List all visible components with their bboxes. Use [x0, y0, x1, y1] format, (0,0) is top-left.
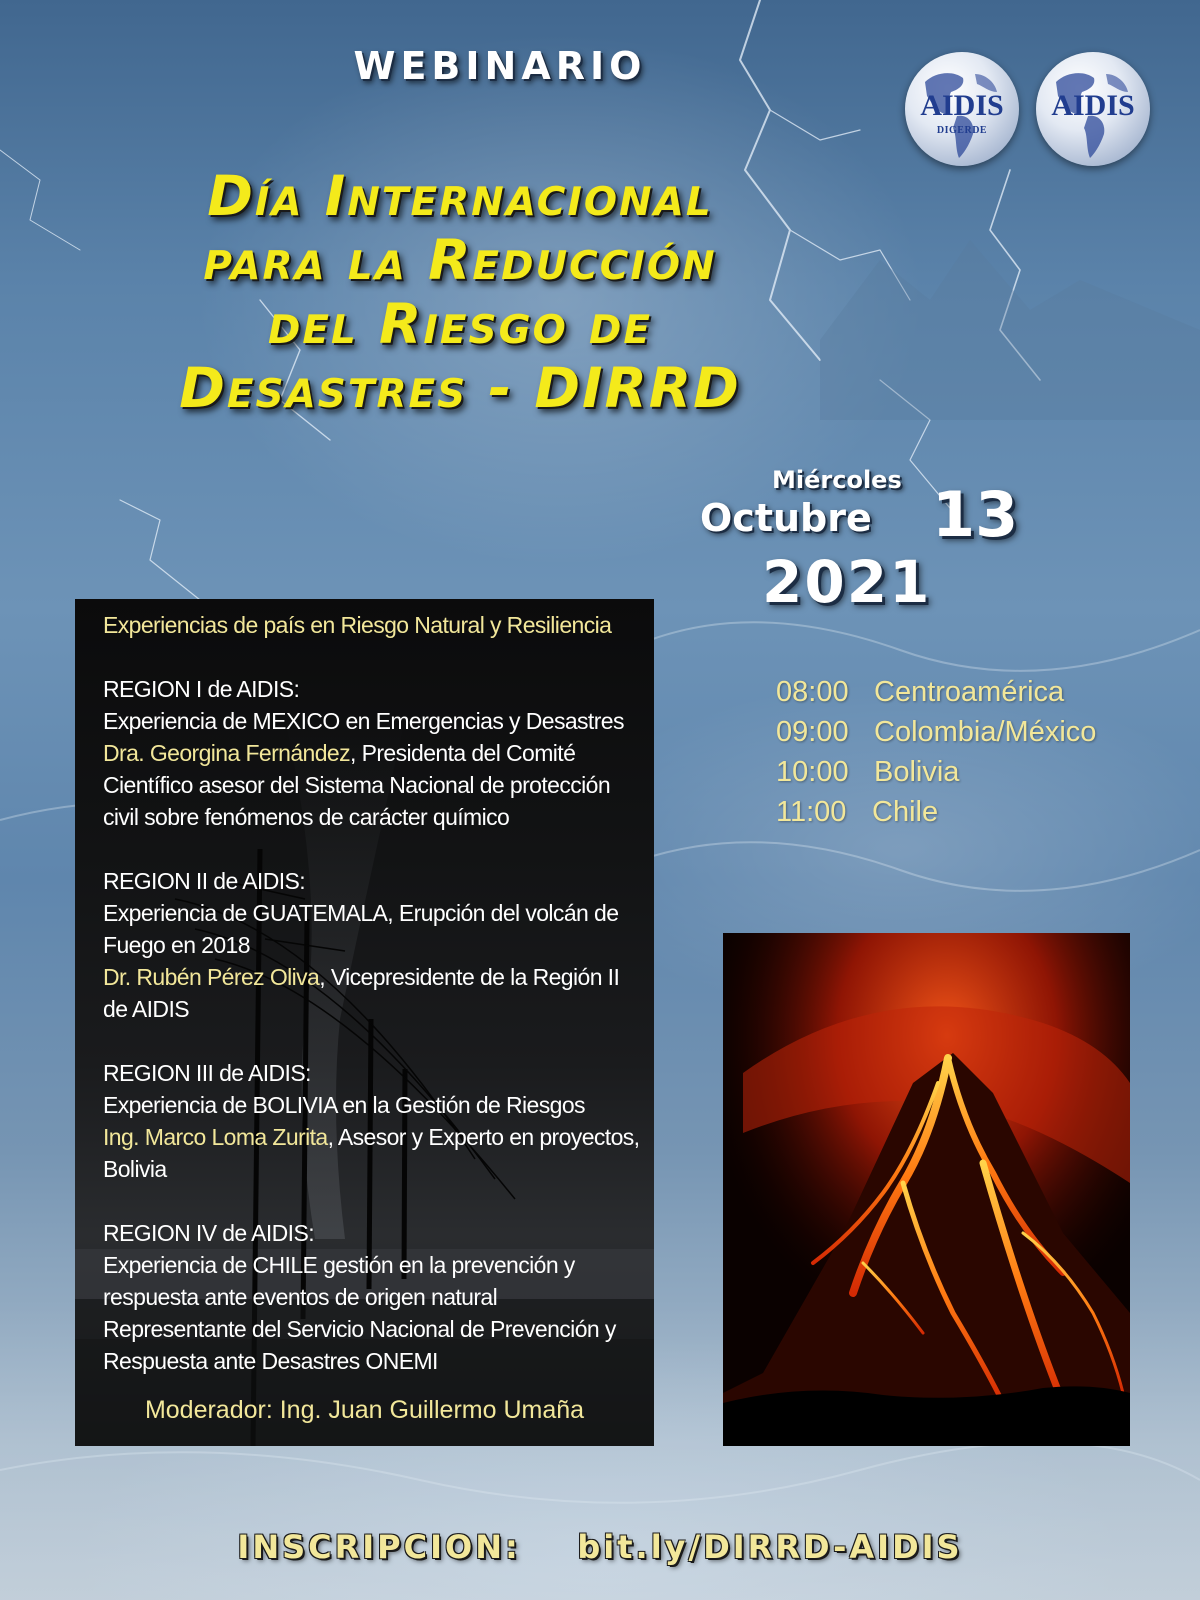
aidis-digerde-logo — [905, 52, 1019, 166]
logo-name: AIDIS — [1051, 89, 1135, 122]
registration-link[interactable]: INSCRIPCION: bit.ly/DIRRD-AIDIS — [237, 1528, 963, 1566]
region-topic: Experiencia de CHILE gestión en la prevención y respuesta ante eventos de origen natural — [103, 1252, 575, 1310]
program-text — [103, 609, 643, 1377]
speaker-name: Dr. Rubén Pérez Oliva — [103, 964, 320, 990]
speaker-name: Dra. Georgina Fernández — [103, 740, 351, 766]
date-month: Octubre — [700, 496, 872, 540]
webinar-label: WEBINARIO — [353, 44, 647, 88]
event-title — [140, 164, 780, 420]
speaker-info — [103, 737, 643, 833]
region-title: REGION I de AIDIS: — [103, 676, 300, 702]
region-topic: Experiencia de GUATEMALA, Erupción del volcán de Fuego en 2018 — [103, 900, 619, 958]
speaker-role: , Asesor y Experto en proyectos, Bolivia — [103, 1124, 640, 1182]
schedule-region: Chile — [872, 796, 939, 828]
volcano-icon — [723, 933, 1130, 1446]
schedule-time: 10:00 — [776, 756, 849, 788]
region-title: REGION II de AIDIS: — [103, 868, 306, 894]
title-line: para la Reducción — [203, 228, 717, 292]
date-year: 2021 — [762, 548, 932, 616]
program-heading: Experiencias de país en Riesgo Natural y Resiliencia — [103, 612, 612, 638]
schedule-time: 11:00 — [776, 796, 847, 828]
title-line: Día Internacional — [207, 164, 713, 228]
speaker-role: , Vicepresidente de la Región II de AIDIS — [103, 964, 620, 1022]
volcano-image — [723, 933, 1130, 1446]
speaker-info: Representante del Servicio Nacional de Prevención y Respuesta ante Desastres ONEMI — [103, 1316, 616, 1374]
speaker-info — [103, 961, 643, 1025]
schedule-time: 09:00 — [776, 716, 849, 748]
logo-name: AIDIS — [920, 89, 1004, 122]
region-topic: Experiencia de BOLIVIA en la Gestión de Riesgos — [103, 1092, 585, 1118]
date-day-number: 13 — [932, 478, 1019, 551]
logo-subtitle: DIGERDE — [936, 125, 988, 136]
schedule-region: Bolivia — [874, 756, 960, 788]
speaker-role: , Presidenta del Comité Científico asesor del Sistema Nacional de protección civil sobre fenómenos de carácter químico — [103, 740, 611, 830]
region-topic: Experiencia de MEXICO en Emergencias y Desastres — [103, 708, 624, 734]
title-line: del Riesgo de — [268, 292, 652, 356]
schedule-region: Centroamérica — [874, 676, 1065, 708]
region-title: REGION IV de AIDIS: — [103, 1220, 315, 1246]
moderator: Moderador: Ing. Juan Guillermo Umaña — [144, 1396, 585, 1424]
schedule-region: Colombia/México — [874, 716, 1097, 748]
program-panel — [75, 599, 654, 1446]
title-line: Desastres - DIRRD — [179, 356, 741, 420]
schedule-time: 08:00 — [776, 676, 849, 708]
region-title: REGION III de AIDIS: — [103, 1060, 311, 1086]
speaker-info — [103, 1121, 643, 1185]
date-weekday: Miércoles — [772, 466, 902, 494]
speaker-name: Ing. Marco Loma Zurita — [103, 1124, 328, 1150]
aidis-logo — [1036, 52, 1150, 166]
